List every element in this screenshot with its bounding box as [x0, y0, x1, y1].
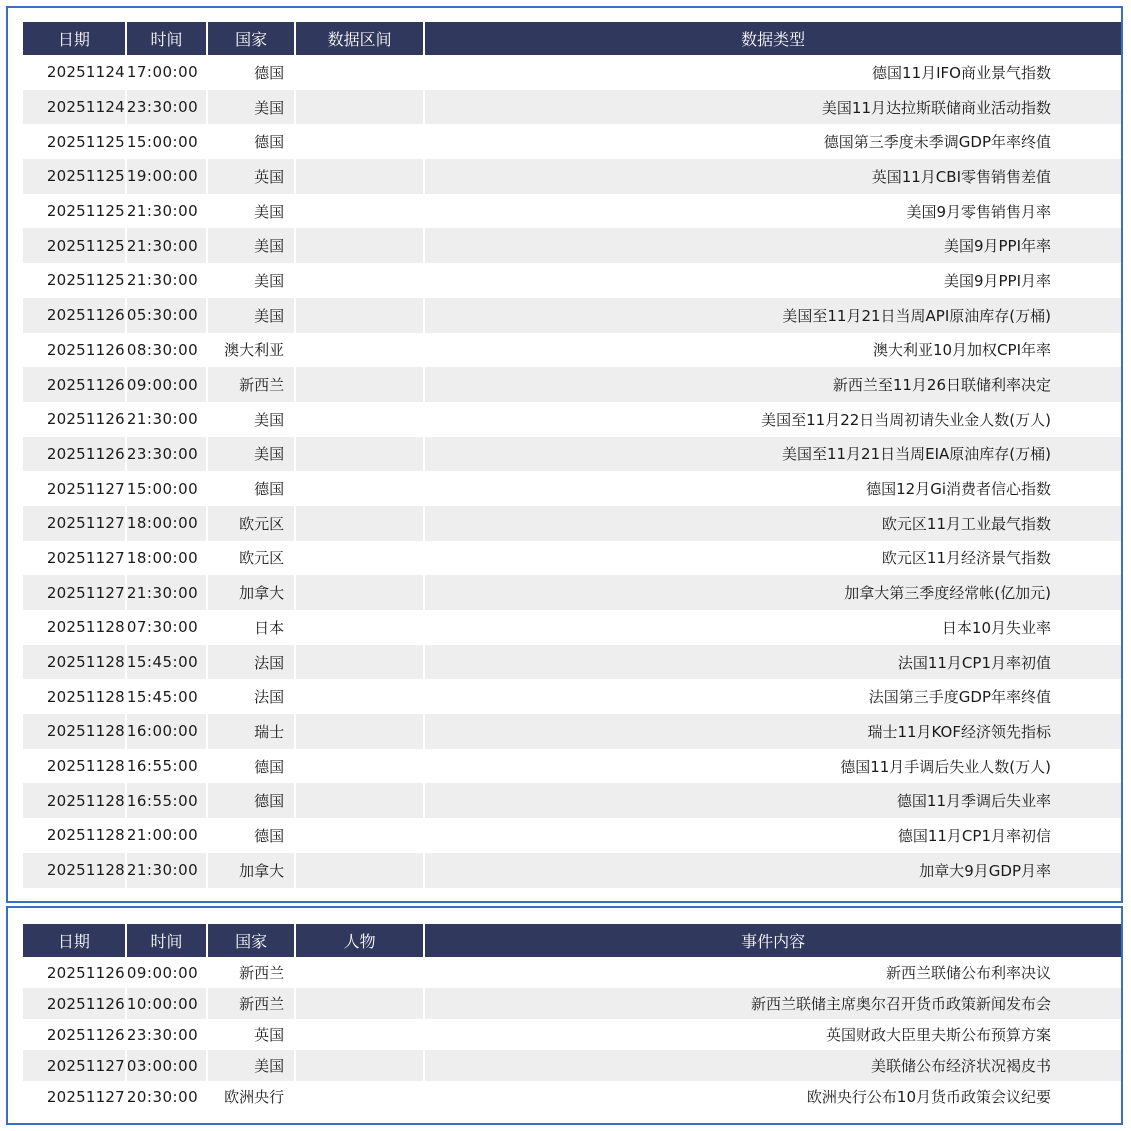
cell-country: 英国	[208, 159, 296, 194]
cell-country: 德国	[208, 783, 296, 818]
table-row	[23, 1081, 1121, 1112]
column-header-type: 数据类型	[425, 22, 1121, 55]
cell-country: 瑞士	[208, 714, 296, 749]
cell-time: 03:00:00	[127, 1050, 208, 1081]
cell-country: 美国	[208, 298, 296, 333]
cell-time: 15:00:00	[127, 471, 208, 506]
cell-time: 21:00:00	[127, 818, 208, 853]
cell-date: 20251126	[23, 402, 127, 437]
column-header-range: 数据区间	[296, 22, 425, 55]
cell-date: 20251125	[23, 124, 127, 159]
table-row	[23, 783, 1121, 818]
cell-range	[296, 679, 425, 714]
column-header-content: 事件内容	[425, 924, 1121, 957]
cell-range	[296, 228, 425, 263]
cell-country: 法国	[208, 679, 296, 714]
column-header-country: 国家	[208, 22, 296, 55]
cell-country: 美国	[208, 437, 296, 472]
table-row	[23, 437, 1121, 472]
cell-data-type: 德国第三季度未季调GDP年率终值	[823, 133, 1051, 152]
table-row	[23, 506, 1121, 541]
cell-range	[296, 714, 425, 749]
table-row	[23, 402, 1121, 437]
cell-range	[296, 124, 425, 159]
cell-country: 美国	[208, 1050, 296, 1081]
cell-time: 20:30:00	[127, 1081, 208, 1112]
cell-time: 21:30:00	[127, 853, 208, 888]
cell-data-type: 美国至11月21日当周API原油库存(万桶)	[425, 298, 1121, 333]
cell-range	[296, 90, 425, 125]
cell-time: 07:30:00	[127, 610, 208, 645]
cell-date: 20251127	[23, 471, 127, 506]
cell-data-type: 瑞士11月KOF经济领先指标	[425, 714, 1121, 749]
table-row	[23, 159, 1121, 194]
table-row	[23, 679, 1121, 714]
economic-data-panel	[6, 6, 1123, 903]
cell-time: 21:30:00	[127, 194, 208, 229]
cell-data-type: 美国9月PPI月率	[943, 271, 1051, 290]
cell-date: 20251127	[23, 506, 127, 541]
cell-range	[296, 645, 425, 680]
cell-country: 德国	[208, 818, 296, 853]
cell-data-type: 新西兰至11月26日联储利率决定	[425, 367, 1121, 402]
cell-country: 德国	[208, 55, 296, 90]
table-row	[23, 988, 1121, 1019]
cell-data-type: 法国11月CP1月率初值	[425, 645, 1121, 680]
cell-date: 20251126	[23, 333, 127, 368]
cell-range	[296, 818, 425, 853]
column-header-person: 人物	[296, 924, 425, 957]
cell-date: 20251128	[23, 714, 127, 749]
cell-range	[296, 471, 425, 506]
table-row	[23, 333, 1121, 368]
cell-range	[296, 402, 425, 437]
table-row	[23, 818, 1121, 853]
cell-time: 21:30:00	[127, 228, 208, 263]
cell-date: 20251125	[23, 159, 127, 194]
cell-range	[296, 55, 425, 90]
column-header-date: 日期	[23, 924, 127, 957]
cell-time: 23:30:00	[127, 1019, 208, 1050]
cell-date: 20251128	[23, 818, 127, 853]
table-row	[23, 55, 1121, 90]
cell-time: 17:00:00	[127, 55, 208, 90]
cell-country: 日本	[208, 610, 296, 645]
cell-date: 20251126	[23, 1019, 127, 1050]
cell-date: 20251125	[23, 263, 127, 298]
cell-range	[296, 506, 425, 541]
cell-time: 15:00:00	[127, 124, 208, 159]
table-row	[23, 1050, 1121, 1081]
cell-range	[296, 298, 425, 333]
cell-time: 23:30:00	[127, 437, 208, 472]
cell-data-type: 德国11月季调后失业率	[425, 783, 1121, 818]
cell-date: 20251127	[23, 541, 127, 576]
cell-time: 19:00:00	[127, 159, 208, 194]
table-header-row	[23, 924, 1121, 957]
cell-time: 16:00:00	[127, 714, 208, 749]
table-row	[23, 194, 1121, 229]
cell-range	[296, 610, 425, 645]
cell-date: 20251126	[23, 957, 127, 988]
cell-country: 欧元区	[208, 541, 296, 576]
cell-time: 09:00:00	[127, 367, 208, 402]
table-row	[23, 749, 1121, 784]
cell-country: 美国	[208, 228, 296, 263]
cell-time: 21:30:00	[127, 263, 208, 298]
cell-time: 15:45:00	[127, 679, 208, 714]
cell-time: 08:30:00	[127, 333, 208, 368]
table-row	[23, 367, 1121, 402]
cell-person	[296, 1050, 425, 1081]
cell-country: 美国	[208, 90, 296, 125]
cell-time: 21:30:00	[127, 402, 208, 437]
cell-date: 20251128	[23, 645, 127, 680]
cell-country: 新西兰	[208, 367, 296, 402]
cell-event-content: 新西兰联储公布利率决议	[885, 964, 1051, 982]
cell-date: 20251128	[23, 783, 127, 818]
table-row	[23, 853, 1121, 888]
cell-date: 20251126	[23, 988, 127, 1019]
cell-time: 21:30:00	[127, 575, 208, 610]
cell-date: 20251126	[23, 437, 127, 472]
cell-time: 09:00:00	[127, 957, 208, 988]
cell-range	[296, 159, 425, 194]
cell-event-content: 英国财政大臣里夫斯公布预算方案	[825, 1026, 1051, 1044]
cell-date: 20251127	[23, 575, 127, 610]
cell-person	[296, 1081, 425, 1112]
cell-data-type: 日本10月失业率	[941, 618, 1051, 637]
cell-data-type: 美国至11月22日当周初请失业金人数(万人)	[761, 410, 1051, 429]
cell-time: 18:00:00	[127, 541, 208, 576]
table-row	[23, 714, 1121, 749]
table-row	[23, 124, 1121, 159]
cell-data-type: 加章大9月GDP月率	[425, 853, 1121, 888]
events-panel	[6, 906, 1123, 1125]
cell-date: 20251128	[23, 610, 127, 645]
cell-time: 23:30:00	[127, 90, 208, 125]
cell-country: 欧洲央行	[208, 1081, 296, 1112]
cell-data-type: 美国9月PPI年率	[425, 228, 1121, 263]
cell-country: 欧元区	[208, 506, 296, 541]
table-row	[23, 90, 1121, 125]
cell-range	[296, 749, 425, 784]
cell-country: 法国	[208, 645, 296, 680]
table-row	[23, 298, 1121, 333]
cell-event-content: 新西兰联储主席奥尔召开货币政策新闻发布会	[425, 988, 1121, 1019]
cell-date: 20251128	[23, 749, 127, 784]
cell-time: 15:45:00	[127, 645, 208, 680]
cell-range	[296, 194, 425, 229]
cell-range	[296, 783, 425, 818]
column-header-time: 时间	[127, 924, 208, 957]
table-row	[23, 471, 1121, 506]
cell-country: 新西兰	[208, 957, 296, 988]
cell-date: 20251128	[23, 853, 127, 888]
cell-data-type: 法国第三手度GDP年率终值	[868, 688, 1051, 707]
cell-date: 20251124	[23, 90, 127, 125]
cell-data-type: 欧元区11月经济景气指数	[881, 549, 1051, 568]
cell-range	[296, 437, 425, 472]
cell-data-type: 美国9月零售销售月率	[906, 202, 1051, 221]
cell-data-type: 美国至11月21日当周EIA原油库存(万桶)	[425, 437, 1121, 472]
table-row	[23, 610, 1121, 645]
cell-range	[296, 541, 425, 576]
cell-country: 澳大利亚	[208, 333, 296, 368]
cell-range	[296, 263, 425, 298]
cell-time: 16:55:00	[127, 783, 208, 818]
cell-country: 美国	[208, 263, 296, 298]
cell-person	[296, 957, 425, 988]
cell-country: 加拿大	[208, 575, 296, 610]
cell-country: 美国	[208, 402, 296, 437]
cell-range	[296, 367, 425, 402]
cell-country: 德国	[208, 471, 296, 506]
cell-date: 20251127	[23, 1081, 127, 1112]
column-header-date: 日期	[23, 22, 127, 55]
cell-data-type: 德国12月Gi消费者信心指数	[866, 480, 1051, 499]
table-row	[23, 957, 1121, 988]
cell-date: 20251127	[23, 1050, 127, 1081]
table-row	[23, 263, 1121, 298]
cell-country: 新西兰	[208, 988, 296, 1019]
table-row	[23, 1019, 1121, 1050]
table-row	[23, 645, 1121, 680]
cell-data-type: 欧元区11月工业最气指数	[425, 506, 1121, 541]
cell-country: 加拿大	[208, 853, 296, 888]
cell-data-type: 澳大利亚10月加权CPI年率	[872, 341, 1051, 360]
cell-range	[296, 575, 425, 610]
cell-data-type: 德国11月IFO商业景气指数	[872, 63, 1051, 82]
cell-time: 18:00:00	[127, 506, 208, 541]
table-row	[23, 541, 1121, 576]
cell-time: 10:00:00	[127, 988, 208, 1019]
cell-data-type: 英国11月CBI零售销售差值	[425, 159, 1121, 194]
table-row	[23, 228, 1121, 263]
cell-data-type: 德国11月手调后失业人数(万人)	[840, 757, 1051, 776]
cell-country: 德国	[208, 749, 296, 784]
economic-data-table	[23, 22, 1121, 888]
cell-data-type: 加拿大第三季度经常帐(亿加元)	[425, 575, 1121, 610]
column-header-time: 时间	[127, 22, 208, 55]
cell-time: 16:55:00	[127, 749, 208, 784]
cell-date: 20251125	[23, 194, 127, 229]
cell-person	[296, 988, 425, 1019]
cell-time: 05:30:00	[127, 298, 208, 333]
table-header-row	[23, 22, 1121, 55]
cell-event-content: 美联储公布经济状况褐皮书	[425, 1050, 1121, 1081]
cell-range	[296, 853, 425, 888]
cell-date: 20251126	[23, 367, 127, 402]
cell-event-content: 欧洲央行公布10月货币政策会议纪要	[806, 1088, 1051, 1106]
cell-date: 20251128	[23, 679, 127, 714]
cell-data-type: 德国11月CP1月率初信	[897, 826, 1051, 845]
cell-country: 德国	[208, 124, 296, 159]
events-table	[23, 924, 1121, 1112]
column-header-country: 国家	[208, 924, 296, 957]
cell-person	[296, 1019, 425, 1050]
table-row	[23, 575, 1121, 610]
cell-range	[296, 333, 425, 368]
cell-country: 美国	[208, 194, 296, 229]
cell-date: 20251124	[23, 55, 127, 90]
cell-date: 20251126	[23, 298, 127, 333]
cell-data-type: 美国11月达拉斯联储商业活动指数	[425, 90, 1121, 125]
cell-country: 英国	[208, 1019, 296, 1050]
cell-date: 20251125	[23, 228, 127, 263]
